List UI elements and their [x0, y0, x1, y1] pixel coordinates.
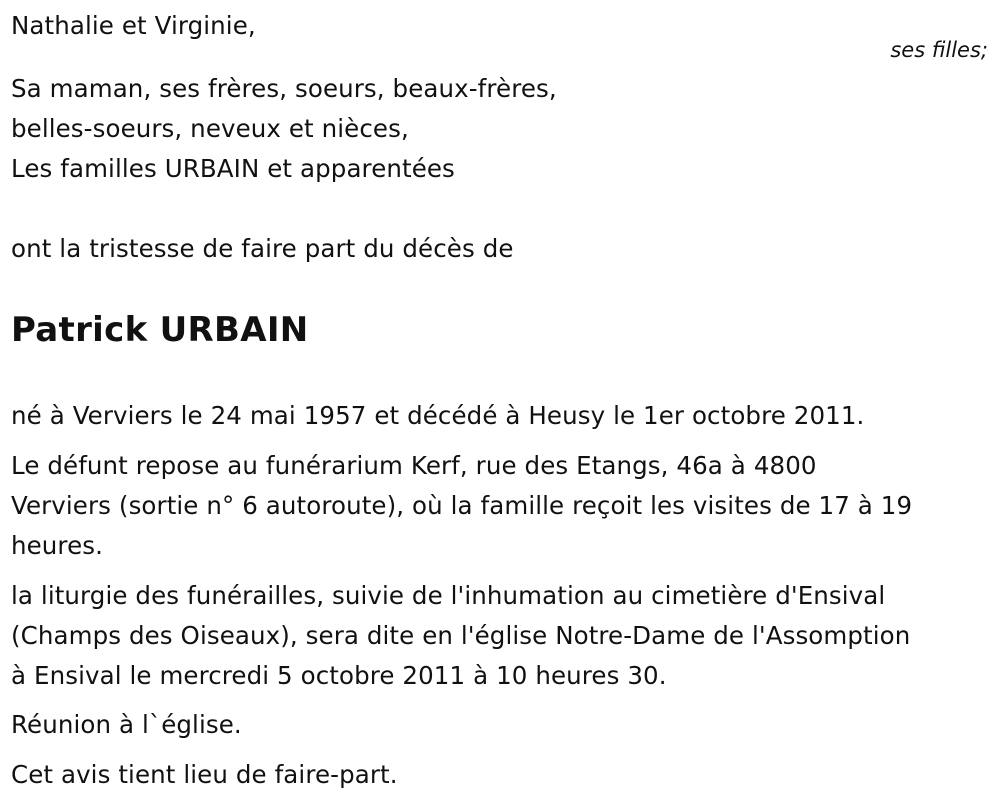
- funerarium-line-2: Verviers (sortie n° 6 autoroute), où la famille reçoit les visites de 17 à 19: [11, 491, 913, 520]
- daughters-names: Nathalie et Virginie,: [11, 11, 256, 40]
- announcement-text: ont la tristesse de faire part du décès de: [11, 234, 514, 263]
- family-line-3: Les familles URBAIN et apparentées: [11, 154, 455, 183]
- family-line-1: Sa maman, ses frères, soeurs, beaux-frères,: [11, 74, 557, 103]
- liturgy-line-2: (Champs des Oiseaux), sera dite en l'église Notre-Dame de l'Assomption: [11, 621, 911, 650]
- family-line-2: belles-soeurs, neveux et nièces,: [11, 114, 409, 143]
- meeting-text: Réunion à l`église.: [11, 710, 242, 739]
- liturgy-line-3: à Ensival le mercredi 5 octobre 2011 à 10 heures 30.: [11, 661, 667, 690]
- notice-text: Cet avis tient lieu de faire-part.: [11, 760, 398, 789]
- liturgy-line-1: la liturgie des funérailles, suivie de l'inhumation au cimetière d'Ensival: [11, 581, 886, 610]
- deceased-name: Patrick URBAIN: [11, 310, 309, 350]
- funerarium-line-1: Le défunt repose au funérarium Kerf, rue des Etangs, 46a à 4800: [11, 451, 817, 480]
- daughters-role: ses filles;: [890, 38, 988, 62]
- funerarium-line-3: heures.: [11, 531, 103, 560]
- birth-death-text: né à Verviers le 24 mai 1957 et décédé à Heusy le 1er octobre 2011.: [11, 401, 865, 430]
